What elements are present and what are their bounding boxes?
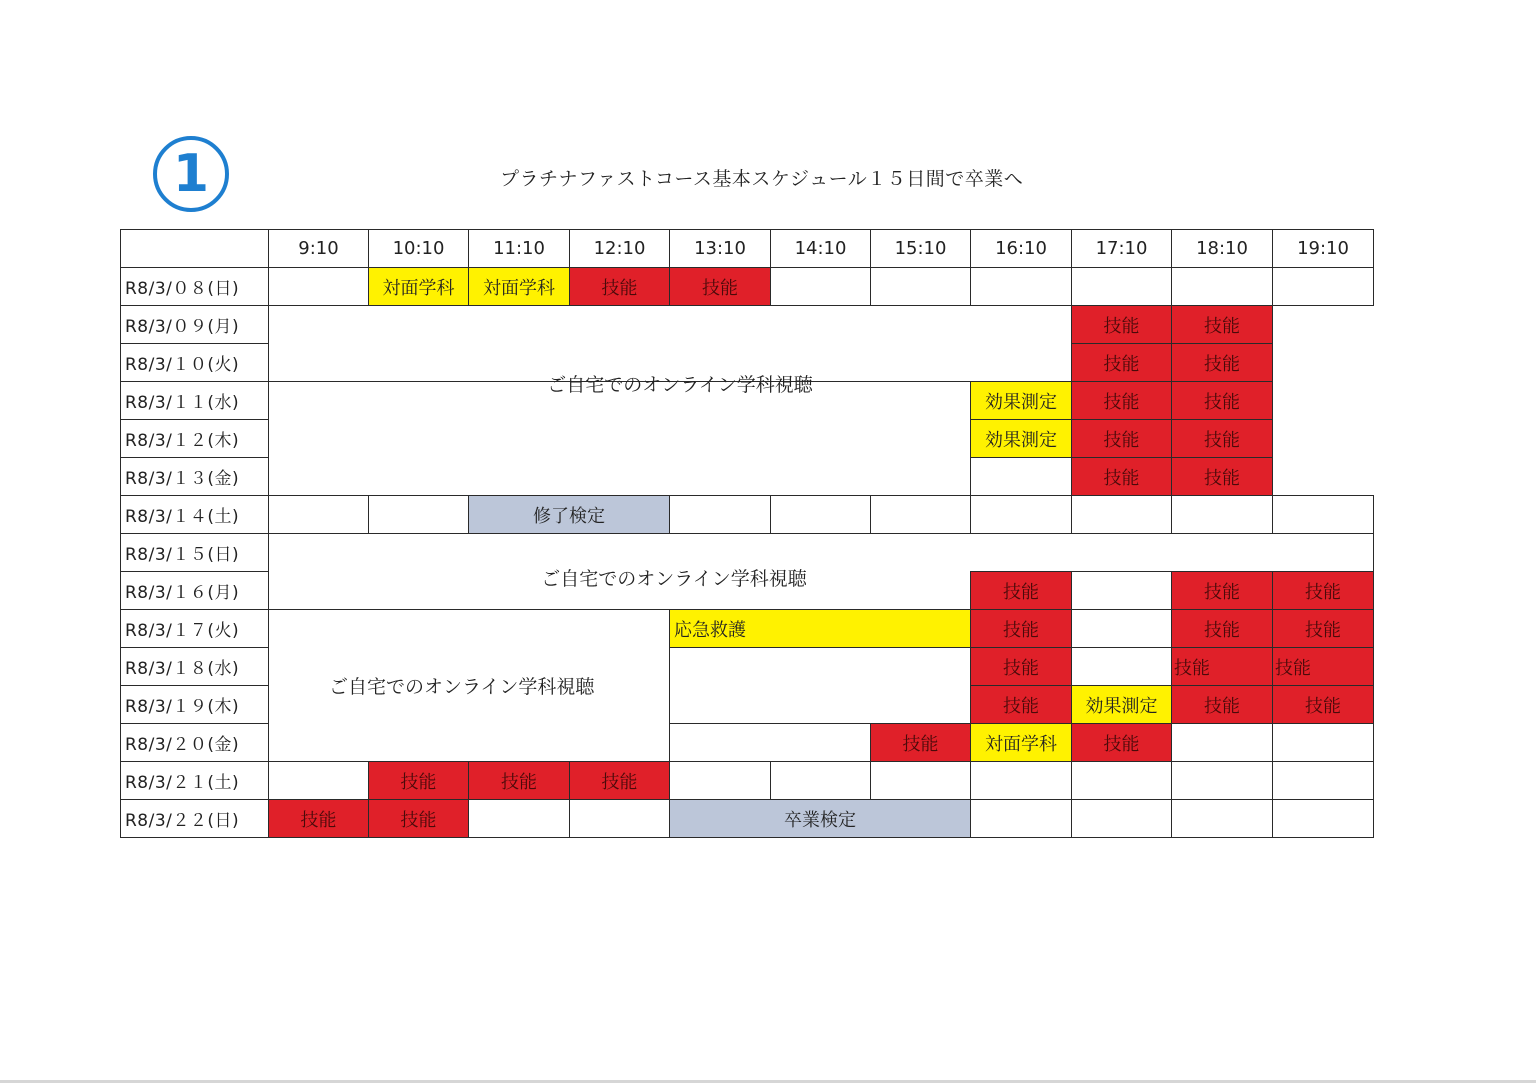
date-cell: R8/3/２０(金) <box>121 724 269 762</box>
skill-slot: 技能 <box>570 268 670 306</box>
table-row <box>121 534 1374 572</box>
empty-slot <box>1072 762 1172 800</box>
date-cell: R8/3/０９(月) <box>121 306 269 344</box>
date-cell: R8/3/１４(土) <box>121 496 269 534</box>
empty-slot <box>1273 268 1374 306</box>
online-study-block <box>269 306 1072 396</box>
empty-slot <box>771 496 871 534</box>
corner-cell <box>121 230 269 268</box>
empty-slot <box>871 762 971 800</box>
time-header: 15:10 <box>871 230 971 268</box>
empty-slot <box>269 762 369 800</box>
assessment-slot: 効果測定 <box>971 382 1072 420</box>
skill-slot: 技能 <box>1273 686 1374 724</box>
skill-slot: 技能 <box>1072 724 1172 762</box>
date-cell: R8/3/１７(火) <box>121 610 269 648</box>
skill-slot: 技能 <box>1172 306 1273 344</box>
skill-slot: 技能 <box>971 610 1072 648</box>
skill-slot: 技能 <box>1172 648 1273 686</box>
empty-slot <box>1072 800 1172 838</box>
scan-edge-line <box>0 1080 1536 1083</box>
empty-slot <box>1172 800 1273 838</box>
date-cell: R8/3/１９(木) <box>121 686 269 724</box>
empty-slot <box>971 496 1072 534</box>
online-study-label: ご自宅でのオンライン学科視聴 <box>541 568 807 590</box>
online-study-block <box>269 610 670 762</box>
page-title: プラチナファストコース基本スケジュール１５日間で卒業へ <box>500 168 1024 190</box>
empty-slot <box>1273 800 1374 838</box>
skill-slot: 技能 <box>1172 420 1273 458</box>
skill-slot: 技能 <box>1172 344 1273 382</box>
skill-slot: 技能 <box>971 648 1072 686</box>
empty-slot <box>469 800 570 838</box>
time-header: 11:10 <box>469 230 570 268</box>
skill-slot: 技能 <box>369 800 469 838</box>
empty-slot <box>971 268 1072 306</box>
skill-slot: 技能 <box>971 572 1072 610</box>
table-row <box>121 268 1374 306</box>
completion-exam-slot: 修了検定 <box>469 496 670 534</box>
empty-slot <box>570 800 670 838</box>
skill-slot: 技能 <box>1172 686 1273 724</box>
table-row <box>121 496 1374 534</box>
skill-slot: 技能 <box>1273 648 1374 686</box>
circle-number-badge: 1 <box>153 136 229 212</box>
skill-slot: 技能 <box>570 762 670 800</box>
time-header: 14:10 <box>771 230 871 268</box>
online-study-block-continued <box>269 382 971 496</box>
time-header-row <box>121 230 1374 268</box>
date-cell: R8/3/１８(水) <box>121 648 269 686</box>
empty-slot <box>269 268 369 306</box>
empty-slot <box>1273 762 1374 800</box>
empty-slot <box>971 458 1072 496</box>
date-cell: R8/3/２２(日) <box>121 800 269 838</box>
date-cell: R8/3/２１(土) <box>121 762 269 800</box>
graduation-exam-slot: 卒業検定 <box>670 800 971 838</box>
date-cell: R8/3/１６(月) <box>121 572 269 610</box>
empty-slot <box>1072 496 1172 534</box>
skill-slot: 技能 <box>369 762 469 800</box>
skill-slot: 技能 <box>1273 572 1374 610</box>
lecture-slot: 対面学科 <box>971 724 1072 762</box>
empty-slot <box>1072 268 1172 306</box>
date-cell: R8/3/１２(木) <box>121 420 269 458</box>
online-study-block-continued <box>670 648 971 724</box>
time-header: 9:10 <box>269 230 369 268</box>
schedule-table <box>120 229 1374 838</box>
lecture-slot: 対面学科 <box>469 268 570 306</box>
skill-slot: 技能 <box>1273 610 1374 648</box>
skill-slot: 技能 <box>269 800 369 838</box>
empty-slot <box>670 496 771 534</box>
skill-slot: 技能 <box>1072 306 1172 344</box>
skill-slot: 技能 <box>1172 572 1273 610</box>
skill-slot: 技能 <box>1172 458 1273 496</box>
table-row <box>121 762 1374 800</box>
date-cell: R8/3/１３(金) <box>121 458 269 496</box>
date-cell: R8/3/１０(火) <box>121 344 269 382</box>
time-header: 10:10 <box>369 230 469 268</box>
online-study-block-continued <box>670 724 871 762</box>
empty-slot <box>1273 496 1374 534</box>
skill-slot: 技能 <box>871 724 971 762</box>
table-row <box>121 800 1374 838</box>
lecture-slot: 対面学科 <box>369 268 469 306</box>
first-aid-slot: 応急救護 <box>670 610 971 648</box>
skill-slot: 技能 <box>1172 610 1273 648</box>
empty-slot <box>369 496 469 534</box>
skill-slot: 技能 <box>1172 382 1273 420</box>
time-header: 17:10 <box>1072 230 1172 268</box>
empty-slot <box>1172 724 1273 762</box>
empty-slot <box>1072 610 1172 648</box>
online-study-label: ご自宅でのオンライン学科視聴 <box>547 374 813 396</box>
table-row <box>121 306 1374 344</box>
date-cell: R8/3/１５(日) <box>121 534 269 572</box>
skill-slot: 技能 <box>971 686 1072 724</box>
time-header: 12:10 <box>570 230 670 268</box>
empty-slot <box>971 800 1072 838</box>
assessment-slot: 効果測定 <box>1072 686 1172 724</box>
skill-slot: 技能 <box>1072 382 1172 420</box>
time-header: 19:10 <box>1273 230 1374 268</box>
empty-slot <box>670 762 771 800</box>
skill-slot: 技能 <box>1072 420 1172 458</box>
table-row <box>121 610 1374 648</box>
online-study-block <box>269 534 1374 590</box>
empty-slot <box>1172 496 1273 534</box>
time-header: 13:10 <box>670 230 771 268</box>
assessment-slot: 効果測定 <box>971 420 1072 458</box>
empty-slot <box>771 762 871 800</box>
empty-slot <box>1273 724 1374 762</box>
time-header: 18:10 <box>1172 230 1273 268</box>
empty-slot <box>1172 762 1273 800</box>
empty-slot <box>871 268 971 306</box>
empty-slot <box>1072 648 1172 686</box>
empty-slot <box>1172 268 1273 306</box>
skill-slot: 技能 <box>670 268 771 306</box>
empty-slot <box>1072 572 1172 610</box>
date-cell: R8/3/０８(日) <box>121 268 269 306</box>
skill-slot: 技能 <box>1072 344 1172 382</box>
empty-slot <box>871 496 971 534</box>
empty-slot <box>971 762 1072 800</box>
skill-slot: 技能 <box>1072 458 1172 496</box>
date-cell: R8/3/１１(水) <box>121 382 269 420</box>
empty-slot <box>269 496 369 534</box>
time-header: 16:10 <box>971 230 1072 268</box>
online-study-label: ご自宅でのオンライン学科視聴 <box>329 676 595 698</box>
empty-slot <box>771 268 871 306</box>
skill-slot: 技能 <box>469 762 570 800</box>
